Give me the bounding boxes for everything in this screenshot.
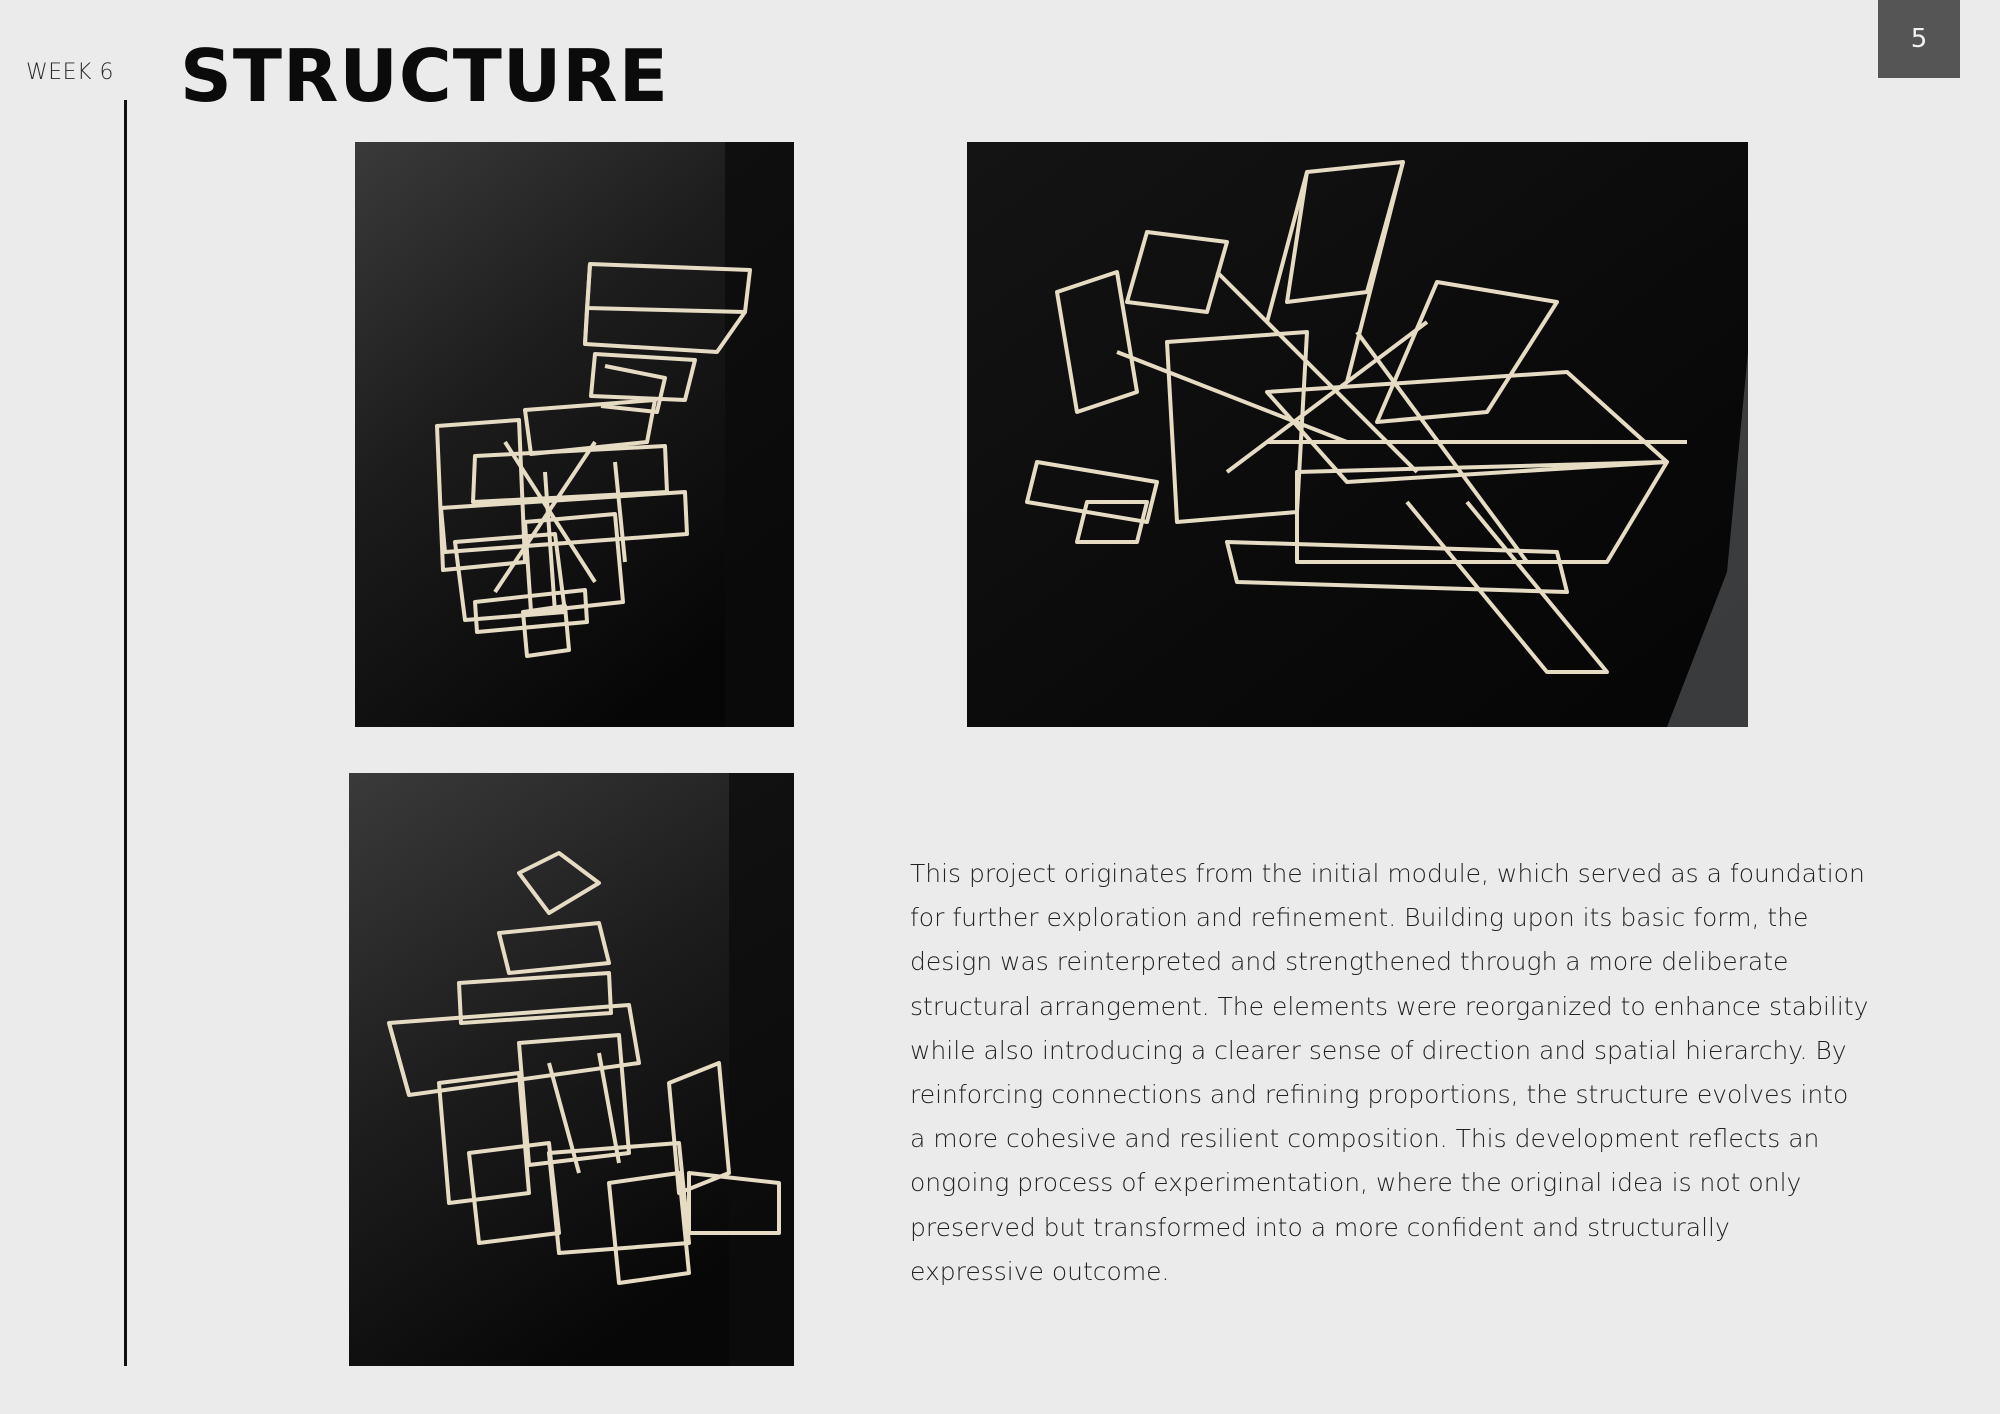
model-photo-front-image: [355, 142, 794, 727]
model-photo-front: [355, 142, 794, 727]
page-title: STRUCTURE: [180, 34, 669, 118]
vertical-divider: [124, 100, 127, 1366]
model-photo-side-image: [349, 773, 794, 1366]
project-description: This project originates from the initial module, which served as a foundation for further exploration and refinement. Building upon its basic form, the design was reinterpreted and strengthened through a more deliberate structural arrangement. The elements were reorganized to enhance stability while also introducing a clearer sense of direction and spatial hierarchy. By reinforcing connections and refining proportions, the structure evolves into a more cohesive and resilient composition. This development reflects an ongoing process of experimentation, where the original idea is not only preserved but transformed into a more confident and structurally expressive outcome.: [910, 859, 1869, 1286]
week-label: WEEK 6: [26, 60, 114, 85]
model-photo-side: [349, 773, 794, 1366]
page-number-badge: 5: [1878, 0, 1960, 78]
model-photo-top: [967, 142, 1748, 727]
model-photo-top-image: [967, 142, 1748, 727]
